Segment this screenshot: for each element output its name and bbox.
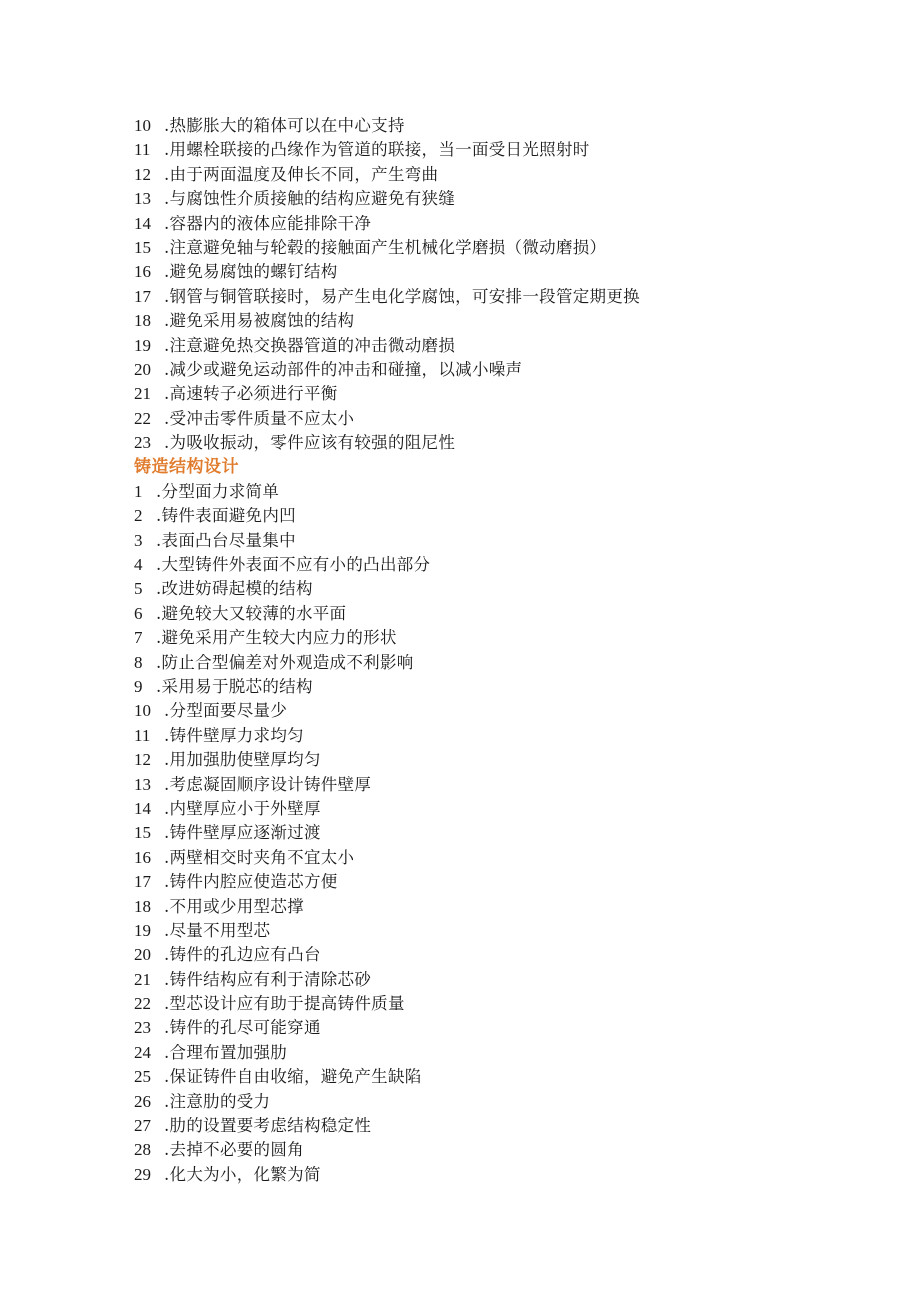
item-number: 28 — [134, 1140, 151, 1160]
item-text: .高速转子必须进行平衡 — [164, 384, 338, 404]
item-text: .肋的设置要考虑结构稳定性 — [164, 1116, 372, 1136]
item-number: 10 — [134, 116, 151, 135]
item-text: .注意避免轴与轮毂的接触面产生机械化学磨损（微动磨损） — [164, 237, 607, 257]
item-number: 16 — [134, 262, 151, 282]
list-item — [134, 1041, 854, 1065]
item-text: .注意避免热交换器管道的冲击微动磨损 — [164, 335, 456, 355]
item-number: 23 — [134, 1018, 151, 1038]
item-number: 13 — [134, 774, 151, 794]
item-number: 6 — [134, 603, 143, 623]
item-number: 11 — [134, 725, 151, 745]
list-item — [134, 626, 854, 650]
item-number: 21 — [134, 384, 151, 404]
item-text: .两壁相交时夹角不宜太小 — [164, 847, 355, 867]
list-item — [134, 773, 854, 797]
item-number: 25 — [134, 1067, 151, 1087]
item-text: .用螺栓联接的凸缘作为管道的联接，当一面受日光照射时 — [164, 140, 590, 160]
list-item — [134, 821, 854, 845]
list-item — [134, 553, 854, 577]
item-text: .铸件内腔应使造芯方便 — [164, 872, 338, 892]
list-item — [134, 699, 854, 723]
item-number: 12 — [134, 164, 151, 184]
list-item — [134, 1090, 854, 1114]
item-text: .采用易于脱芯的结构 — [156, 676, 313, 696]
item-text: .避免较大又较薄的水平面 — [156, 603, 347, 623]
item-text: .用加强肋使壁厚均匀 — [164, 750, 321, 770]
item-text: .去掉不必要的圆角 — [164, 1140, 304, 1160]
item-text: .考虑凝固顺序设计铸件壁厚 — [164, 774, 372, 794]
item-number: 17 — [134, 286, 151, 306]
item-text: .铸件壁厚应逐渐过渡 — [164, 823, 321, 843]
item-number: 22 — [134, 408, 151, 428]
item-text: .分型面力求简单 — [156, 481, 280, 501]
list-item — [134, 187, 854, 211]
list-item — [134, 919, 854, 943]
item-number: 11 — [134, 140, 151, 160]
list-item — [134, 358, 854, 382]
item-number: 20 — [134, 359, 151, 379]
item-number: 17 — [134, 872, 151, 892]
list-item — [134, 212, 854, 236]
item-text: .内壁厚应小于外壁厚 — [164, 798, 321, 818]
list-item — [134, 602, 854, 626]
item-number: 18 — [134, 311, 151, 331]
item-text: .表面凸台尽量集中 — [156, 530, 296, 550]
item-number: 10 — [134, 701, 151, 721]
item-number: 15 — [134, 237, 151, 257]
list-item — [134, 114, 854, 138]
list-item — [134, 236, 854, 260]
item-number: 8 — [134, 652, 143, 672]
item-number: 14 — [134, 213, 151, 233]
section-heading: 铸造结构设计 — [134, 457, 239, 478]
item-text: .保证铸件自由收缩，避免产生缺陷 — [164, 1067, 422, 1087]
list-item — [134, 577, 854, 601]
list-item — [134, 382, 854, 406]
item-text: .钢管与铜管联接时，易产生电化学腐蚀，可安排一段管定期更换 — [164, 286, 640, 306]
list-item — [134, 1016, 854, 1040]
item-text: .铸件的孔边应有凸台 — [164, 945, 321, 965]
item-number: 27 — [134, 1116, 151, 1136]
item-text: .受冲击零件质量不应太小 — [164, 408, 355, 428]
item-text: .避免采用易被腐蚀的结构 — [164, 311, 355, 331]
item-text: .大型铸件外表面不应有小的凸出部分 — [156, 555, 431, 575]
item-text: .铸件表面避免内凹 — [156, 506, 296, 526]
item-text: .不用或少用型芯撑 — [164, 896, 304, 916]
item-text: .改进妨碍起模的结构 — [156, 579, 313, 599]
item-number: 1 — [134, 481, 143, 501]
list-item — [134, 797, 854, 821]
list-item — [134, 504, 854, 528]
item-number: 2 — [134, 506, 143, 526]
item-number: 19 — [134, 335, 151, 355]
item-number: 4 — [134, 555, 143, 575]
list-item — [134, 748, 854, 772]
item-text: .防止合型偏差对外观造成不利影响 — [156, 652, 414, 672]
list-item — [134, 1163, 854, 1187]
item-number: 12 — [134, 750, 151, 770]
list-item — [134, 895, 854, 919]
list-item — [134, 968, 854, 992]
item-text: .容器内的液体应能排除干净 — [164, 213, 372, 233]
list-item — [134, 260, 854, 284]
list-item — [134, 431, 854, 455]
item-number: 5 — [134, 579, 143, 599]
list-item — [134, 529, 854, 553]
item-text: .避免采用产生较大内应力的形状 — [156, 628, 397, 648]
item-text: .分型面要尽量少 — [164, 701, 288, 721]
list-item — [134, 724, 854, 748]
list-item — [134, 163, 854, 187]
item-number: 24 — [134, 1042, 151, 1062]
item-text: .避免易腐蚀的螺钉结构 — [164, 262, 338, 282]
item-number: 19 — [134, 920, 151, 940]
item-number: 9 — [134, 676, 143, 696]
item-text: .减少或避免运动部件的冲击和碰撞，以减小噪声 — [164, 359, 523, 379]
list-item — [134, 334, 854, 358]
list-item — [134, 943, 854, 967]
item-number: 18 — [134, 896, 151, 916]
item-number: 13 — [134, 189, 151, 209]
item-number: 26 — [134, 1091, 151, 1111]
item-number: 3 — [134, 530, 143, 550]
item-text: .化大为小，化繁为简 — [164, 1164, 321, 1184]
list-item — [134, 407, 854, 431]
list-item — [134, 480, 854, 504]
item-number: 20 — [134, 945, 151, 965]
list-item — [134, 1138, 854, 1162]
document-content — [134, 114, 854, 1187]
item-text: .铸件壁厚力求均匀 — [164, 725, 304, 745]
list-item — [134, 1114, 854, 1138]
item-text: .铸件的孔尽可能穿通 — [164, 1018, 321, 1038]
list-item — [134, 285, 854, 309]
item-text: .为吸收振动，零件应该有较强的阻尼性 — [164, 433, 456, 453]
item-text: .与腐蚀性介质接触的结构应避免有狭缝 — [164, 189, 456, 209]
list-item — [134, 309, 854, 333]
item-text: .合理布置加强肋 — [164, 1042, 288, 1062]
list-item — [134, 992, 854, 1016]
item-number: 29 — [134, 1164, 151, 1184]
item-number: 22 — [134, 994, 151, 1014]
item-number: 21 — [134, 969, 151, 989]
list-item — [134, 1065, 854, 1089]
item-number: 7 — [134, 628, 143, 648]
item-text: .铸件结构应有利于清除芯砂 — [164, 969, 372, 989]
list-item — [134, 651, 854, 675]
list-item — [134, 675, 854, 699]
item-number: 16 — [134, 847, 151, 867]
list-item — [134, 138, 854, 162]
list-item — [134, 846, 854, 870]
item-text: .热膨胀大的箱体可以在中心支持 — [164, 116, 405, 135]
item-number: 14 — [134, 798, 151, 818]
item-number: 15 — [134, 823, 151, 843]
list-item — [134, 870, 854, 894]
item-text: .注意肋的受力 — [164, 1091, 271, 1111]
item-number: 23 — [134, 433, 151, 453]
item-text: .尽量不用型芯 — [164, 920, 271, 940]
item-text: .型芯设计应有助于提高铸件质量 — [164, 994, 405, 1014]
item-text: .由于两面温度及伸长不同，产生弯曲 — [164, 164, 439, 184]
